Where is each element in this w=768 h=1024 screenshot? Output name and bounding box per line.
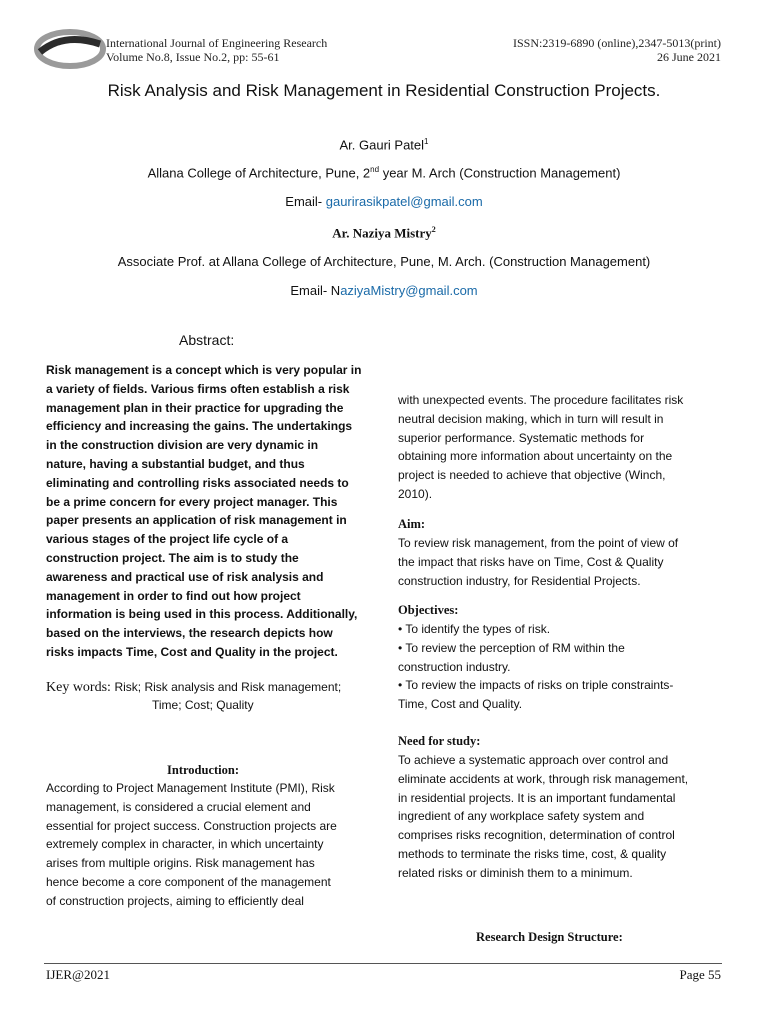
text-line: To review risk management, from the point of view of bbox=[398, 536, 679, 550]
footer-rule bbox=[44, 963, 722, 964]
text-line: obtaining more information about uncertainty on the bbox=[398, 449, 673, 464]
text-line: in residential projects. It is an important fundamental bbox=[398, 790, 676, 805]
text-line: Time, Cost and Quality. bbox=[398, 697, 523, 712]
text-line: ingredient of any workplace safety system and bbox=[398, 809, 645, 824]
aim-heading: Aim: bbox=[398, 517, 426, 531]
need-body bbox=[398, 751, 728, 883]
text-line: construction industry. bbox=[398, 659, 511, 674]
objectives-body bbox=[398, 620, 728, 714]
journal-issn: ISSN:2319-6890 (online),2347-5013(print) bbox=[513, 36, 721, 50]
journal-header-right bbox=[513, 36, 721, 64]
text-line: a variety of fields. Various firms often establish a risk bbox=[46, 381, 350, 396]
text-line: with unexpected events. The procedure facilitates risk bbox=[398, 393, 684, 407]
text-line: Risk management is a concept which is very popular in bbox=[46, 363, 362, 377]
text-line: management, is considered a crucial element and bbox=[46, 799, 311, 814]
text-line: construction project. The aim is to study the bbox=[46, 550, 299, 565]
introduction-body bbox=[46, 779, 376, 911]
text-line: project is needed to achieve that objective (Winch, bbox=[398, 468, 666, 483]
text-line: efficiency and increasing the gains. The undertakings bbox=[46, 419, 353, 434]
objectives-heading: Objectives: bbox=[398, 603, 459, 617]
author-2-email bbox=[0, 283, 768, 298]
author-1-affiliation-text: Allana College of Architecture, Pune, 2 bbox=[147, 165, 371, 181]
journal-logo bbox=[34, 26, 106, 72]
author-1-email bbox=[0, 194, 768, 209]
text-line: paper presents an application of risk management in bbox=[46, 513, 347, 528]
author-2-name: Ar. Naziya Mistry bbox=[332, 225, 432, 241]
aim-body bbox=[398, 534, 728, 590]
email-label: Email- bbox=[285, 194, 326, 209]
footer-left: IJER@2021 bbox=[46, 967, 110, 982]
text-line: eliminating and controlling risks associated needs to bbox=[46, 475, 349, 490]
text-line: in the construction division are very dynamic in bbox=[46, 438, 319, 453]
abstract-heading: Abstract: bbox=[179, 332, 235, 348]
text-line: essential for project success. Construction projects are bbox=[46, 818, 337, 833]
introduction-heading: Introduction: bbox=[167, 763, 240, 777]
author-1-name: Ar. Gauri Patel bbox=[339, 137, 425, 153]
text-line: 2010). bbox=[398, 486, 433, 501]
journal-name: International Journal of Engineering Research bbox=[106, 36, 328, 50]
text-line: management in order to find out how project bbox=[46, 588, 301, 603]
text-line: various stages of the project life cycle of a bbox=[46, 532, 289, 547]
keywords bbox=[46, 678, 341, 697]
ordinal-sup: nd bbox=[370, 165, 380, 174]
author-1-affiliation bbox=[0, 165, 768, 180]
text-line: eliminate accidents at work, through risk management, bbox=[398, 771, 689, 786]
author-1 bbox=[0, 137, 768, 152]
email-link[interactable]: gaurirasikpatel@gmail.com bbox=[325, 194, 483, 209]
text-line: • To review the perception of RM within the bbox=[398, 640, 625, 655]
author-1-sup: 1 bbox=[424, 137, 429, 146]
keywords-line-2: Time; Cost; Quality bbox=[152, 698, 254, 712]
text-line: superior performance. Systematic methods for bbox=[398, 430, 645, 445]
author-2 bbox=[0, 225, 768, 241]
logo-text: IJER bbox=[56, 42, 86, 57]
text-line: • To identify the types of risk. bbox=[398, 622, 551, 636]
need-heading: Need for study: bbox=[398, 734, 481, 748]
text-line: information is being used in this process. Additionally, bbox=[46, 607, 358, 622]
text-line: management plan in their practice for upgrading the bbox=[46, 400, 344, 415]
keywords-line-1: Risk; Risk analysis and Risk management; bbox=[114, 680, 342, 694]
author-2-affiliation: Associate Prof. at Allana College of Architecture, Pune, M. Arch. (Construction Management) bbox=[117, 254, 651, 269]
text-line: neutral decision making, which in turn will result in bbox=[398, 411, 664, 426]
text-line: arises from multiple origins. Risk management has bbox=[46, 856, 315, 871]
research-design-heading: Research Design Structure: bbox=[476, 930, 623, 944]
journal-volume: Volume No.8, Issue No.2, pp: 55-61 bbox=[106, 50, 280, 64]
journal-header-left bbox=[106, 36, 327, 64]
introduction-continued bbox=[398, 391, 728, 504]
journal-date: 26 June 2021 bbox=[657, 50, 721, 64]
text-line: hence become a core component of the management bbox=[46, 874, 331, 889]
email-link[interactable]: aziyaMistry@gmail.com bbox=[340, 283, 478, 298]
author-2-sup: 2 bbox=[431, 225, 436, 234]
paper-title: Risk Analysis and Risk Management in Residential Construction Projects. bbox=[107, 81, 661, 100]
abstract-body bbox=[46, 361, 376, 662]
text-line: related risks or diminish them to a minimum. bbox=[398, 865, 633, 880]
text-line: According to Project Management Institute (PMI), Risk bbox=[46, 781, 335, 795]
text-line: of construction projects, aiming to efficiently deal bbox=[46, 893, 304, 908]
text-line: construction industry, for Residential Projects. bbox=[398, 573, 641, 588]
text-line: • To review the impacts of risks on triple constraints- bbox=[398, 678, 674, 693]
text-line: risks impacts Time, Cost and Quality in the project. bbox=[46, 644, 338, 659]
text-line: awareness and practical use of risk analysis and bbox=[46, 569, 324, 584]
author-1-affiliation-rest: year M. Arch (Construction Management) bbox=[379, 165, 621, 181]
text-line: To achieve a systematic approach over control and bbox=[398, 753, 669, 767]
page-number: Page 55 bbox=[679, 967, 721, 982]
text-line: the impact that risks have on Time, Cost & Quality bbox=[398, 554, 664, 569]
keywords-colon: : bbox=[107, 680, 115, 695]
text-line: nature, having a substantial budget, and thus bbox=[46, 456, 305, 471]
text-line: comprises risks recognition, determination of control bbox=[398, 828, 675, 843]
keywords-label: Key words bbox=[46, 680, 108, 695]
text-line: methods to terminate the risks time, cost, & quality bbox=[398, 846, 667, 861]
text-line: be a prime concern for every project manager. This bbox=[46, 494, 338, 509]
email-label: Email- N bbox=[290, 283, 341, 298]
text-line: based on the interviews, the research depicts how bbox=[46, 626, 333, 641]
text-line: extremely complex in character, in which uncertainty bbox=[46, 837, 324, 852]
